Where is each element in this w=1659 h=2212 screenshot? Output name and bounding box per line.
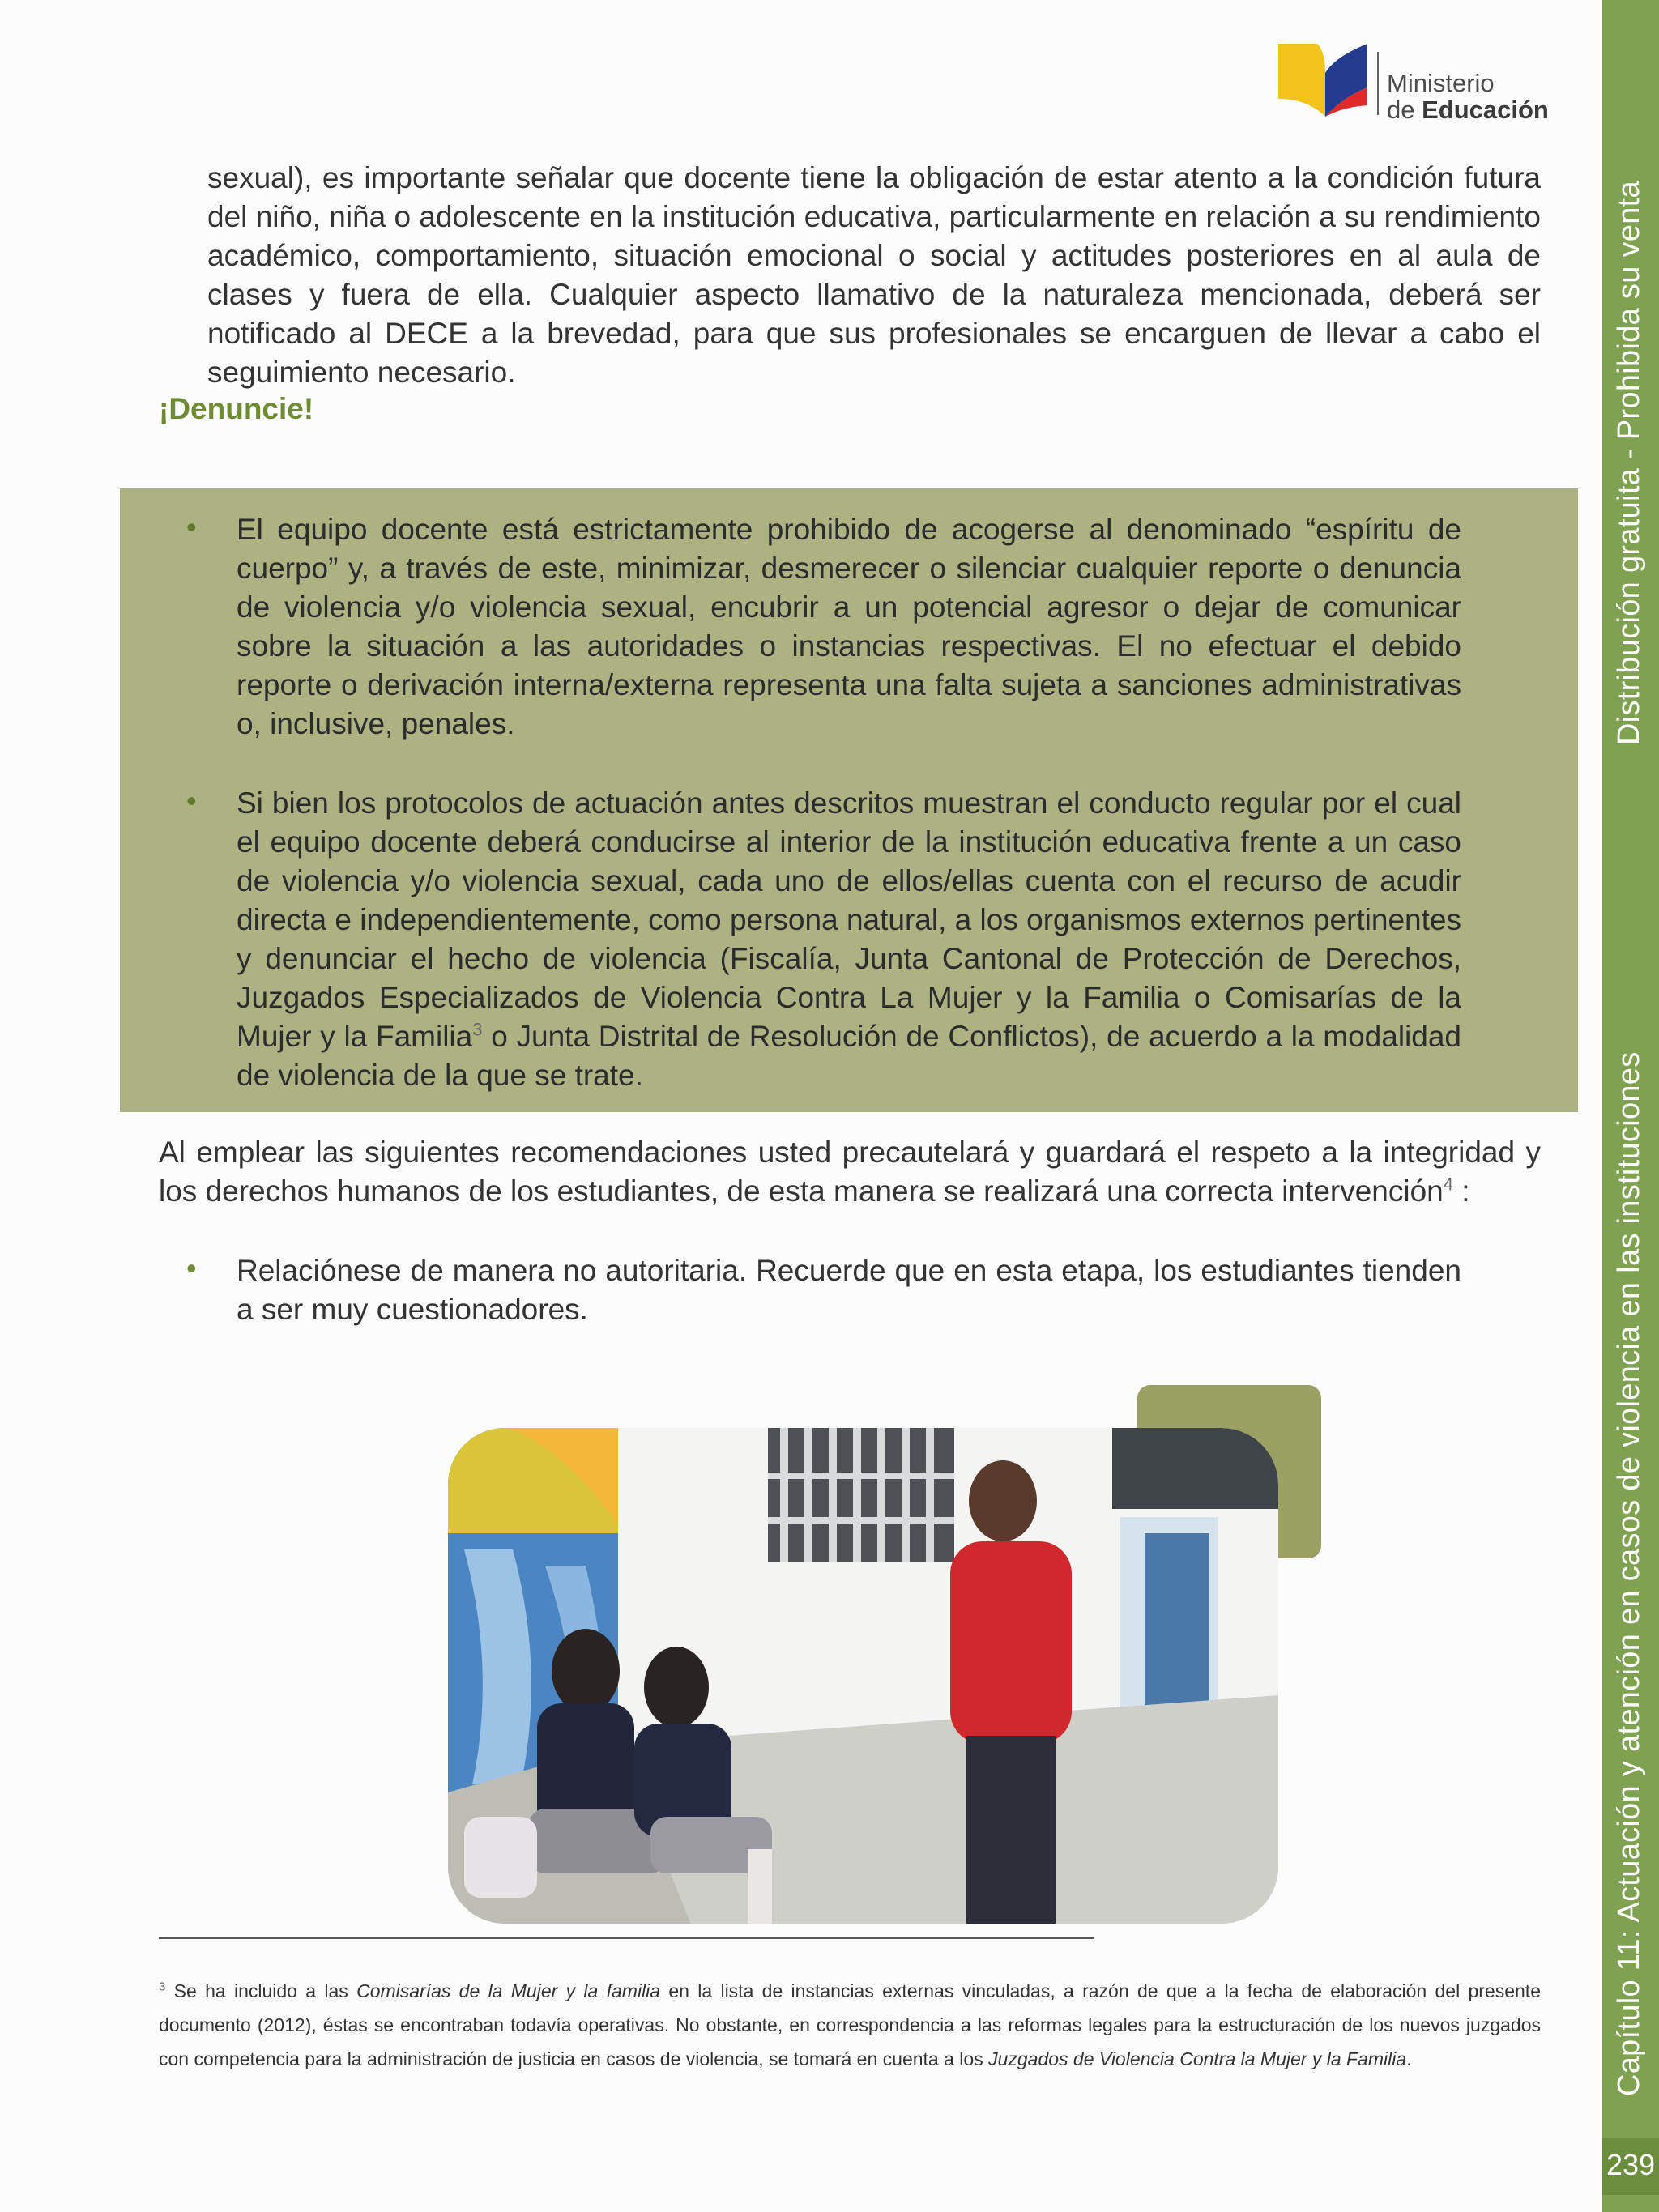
box-bullet-2-text: Si bien los protocolos de actuación antes descritos muestran el conducto regular por el cual el equipo docente deberá conducirse al interior de la institución educativa frente a un caso de violencia y/o violencia sexual, cada uno de ellos/ellas cuenta con el recurso de acudir directa e independientemente, como persona natural, a los organismos externos pertinentes y denunciar el hecho de violencia (Fiscalía, Junta Cantonal de Protección de Derechos, Juzgados Especializados de Violencia Contra La Mujer y la Familia o Comisarías de la Mujer y la Familia: [237, 786, 1461, 1053]
footnote-number: 3: [159, 1980, 166, 1994]
logo-line-2-prefix: de: [1387, 96, 1422, 124]
school-photo-illustration: [448, 1428, 1278, 1924]
footnote-ref-3[interactable]: 3: [472, 1019, 483, 1040]
logo-line-2: [1387, 96, 1549, 123]
intro-paragraph: sexual), es importante señalar que docente tiene la obligación de estar atento a la condición futura del niño, niña o adolescente en la institución educativa, particularmente en relación a su rendimiento académico, comportamiento, situación emocional o social y actitudes posteriores en al aula de clases y fuera de ella. Cualquier aspecto llamativo de la naturaleza mencionada, deberá ser notificado al DECE a la brevedad, para que sus profesionales se encarguen de llevar a cabo el seguimiento necesario.: [207, 161, 1541, 389]
logo-line-1: Ministerio: [1387, 69, 1495, 97]
footnote-ref-4[interactable]: 4: [1443, 1174, 1453, 1195]
page-number: 239: [1606, 2148, 1656, 2181]
section-heading: ¡Denuncie!: [159, 392, 314, 425]
recommendations-intro: [159, 1133, 1541, 1211]
footnote-divider: [159, 1937, 1094, 1939]
bullet-icon: •: [186, 784, 197, 817]
bullet-icon: •: [186, 510, 197, 543]
footnote-text-2: en la lista de instancias externas vinculadas, a razón de que a la fecha de elaboración del presente documento (2012), éstas se encontraban todavía operativas. No obstante, en correspondencia a las reformas legales para la estructuración de los nuevos juzgados con competencia para la administración de justicia en casos de violencia, se tomará en cuenta a los: [159, 1980, 1541, 2069]
sidebar-distribution-text: Distribución gratuita - Prohibida su venta: [1612, 181, 1646, 745]
box-bullet-2: [237, 784, 1461, 1095]
footnote-3: [159, 1974, 1541, 2076]
box-bullet-1: El equipo docente está estrictamente prohibido de acogerse al denominado “espíritu de cuerpo” y, a través de este, minimizar, desmerecer o silenciar cualquier reporte o denuncia de violencia y/o violencia sexual, encubrir a un potencial agresor o dejar de comunicar sobre la situación a las autoridades o instancias respectivas. El no efectuar el debido reporte o derivación interna/externa representa una falta sujeta a sanciones administrativas o, inclusive, penales.: [237, 513, 1461, 740]
recommendations-intro-text: Al emplear las siguientes recomendaciones usted precautelará y guardará el respeto a la integridad y los derechos humanos de los estudiantes, de esta manera se realizará una correcta intervención: [159, 1136, 1541, 1208]
sidebar-chapter-title: Capítulo 11: Actuación y atención en casos de violencia en las instituciones: [1612, 1051, 1646, 2096]
recommendation-bullet-1: Relaciónese de manera no autoritaria. Recuerde que en esta etapa, los estudiantes tienden a ser muy cuestionadores.: [237, 1254, 1461, 1326]
bullet-icon: •: [186, 1251, 197, 1285]
footnote-italic-2: Juzgados de Violencia Contra la Mujer y la Familia: [988, 2048, 1407, 2069]
recommendations-intro-end: :: [1453, 1174, 1470, 1208]
footnote-text-3: .: [1406, 2048, 1412, 2069]
school-photo: [448, 1428, 1278, 1924]
footnote-italic-1: Comisarías de la Mujer y la familia: [356, 1980, 661, 2001]
logo-text: [1387, 70, 1549, 123]
footnote-text-1: Se ha incluido a las: [165, 1980, 357, 2001]
logo-line-2-bold: Educación: [1422, 96, 1549, 124]
box-bullet-2-text-end: o Junta Distrital de Resolución de Conflictos), de acuerdo a la modalidad de violencia de la que se trate.: [237, 1020, 1461, 1092]
